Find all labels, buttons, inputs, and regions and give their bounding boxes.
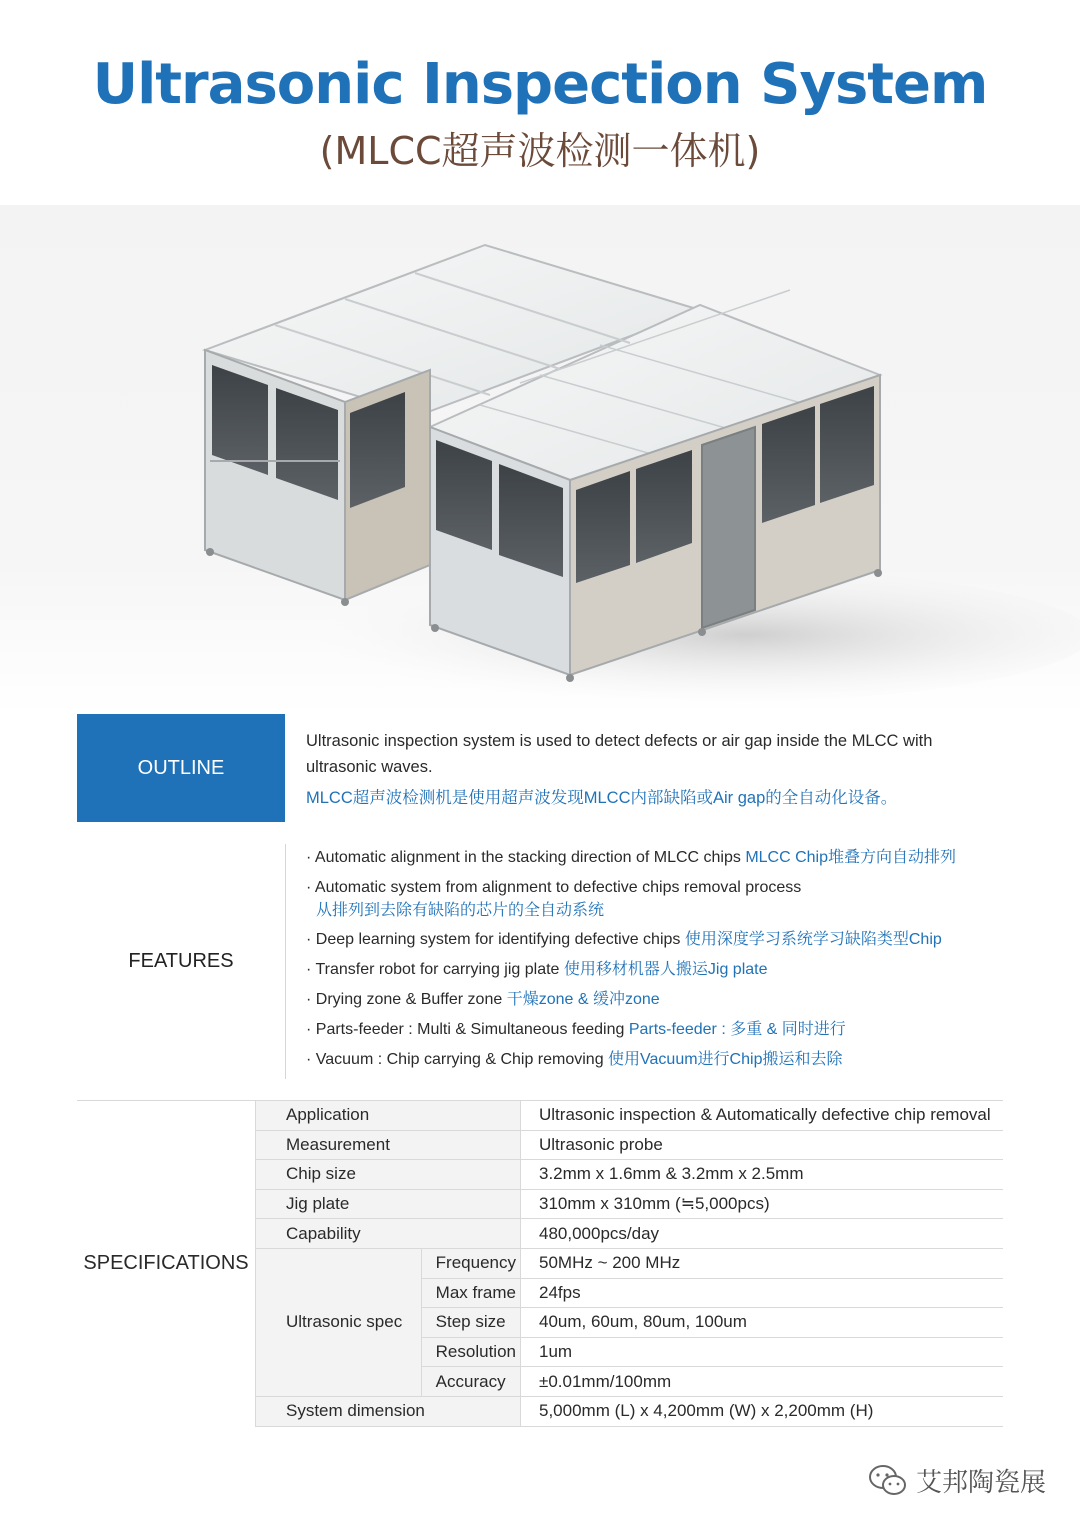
- feature-text-en: · Automatic alignment in the stacking direction of MLCC chips: [306, 849, 746, 866]
- spec-subname: Step size: [421, 1308, 520, 1338]
- outline-description: [285, 714, 1003, 822]
- feature-text-cn: MLCC Chip堆叠方向自动排列: [745, 849, 957, 866]
- feature-text-cn: 使用Vacuum进行Chip搬运和去除: [608, 1051, 843, 1068]
- spec-value: 24fps: [521, 1278, 1004, 1308]
- spec-value: 5,000mm (L) x 4,200mm (W) x 2,200mm (H): [521, 1396, 1004, 1426]
- feature-text-cn: Parts-feeder : 多重 & 同时进行: [628, 1021, 846, 1038]
- spec-value: 3.2mm x 1.6mm & 3.2mm x 2.5mm: [521, 1160, 1004, 1190]
- spec-value: 480,000pcs/day: [521, 1219, 1004, 1249]
- feature-text-en: · Automatic system from alignment to defective chips removal process: [306, 879, 802, 896]
- table-row: [77, 1101, 1003, 1131]
- spec-name: Chip size: [256, 1160, 521, 1190]
- feature-item: [306, 876, 1006, 922]
- spec-value: 310mm x 310mm (≒5,000pcs): [521, 1189, 1004, 1219]
- page-title: Ultrasonic Inspection System: [92, 52, 988, 117]
- features-list: [306, 846, 1006, 1078]
- outline-label: OUTLINE: [77, 714, 285, 822]
- spec-subname: Resolution: [421, 1337, 520, 1367]
- spec-value: ±0.01mm/100mm: [521, 1367, 1004, 1397]
- spec-name: Application: [256, 1101, 521, 1131]
- feature-item: [306, 988, 1006, 1012]
- spec-name: Measurement: [256, 1130, 521, 1160]
- features-divider: [285, 844, 286, 1079]
- feature-text-en: · Drying zone & Buffer zone: [306, 991, 507, 1008]
- feature-text-en: · Transfer robot for carrying jig plate: [306, 961, 564, 978]
- feature-text-cn: 干燥zone & 缓冲zone: [506, 991, 660, 1008]
- outline-text-en: Ultrasonic inspection system is used to detect defects or air gap inside the MLCC with ultrasonic waves.: [306, 732, 933, 776]
- machine-image: [0, 205, 1080, 715]
- spec-name: Ultrasonic spec: [256, 1248, 422, 1396]
- wechat-icon: [868, 1464, 908, 1498]
- feature-text-en: · Parts-feeder : Multi & Simultaneous feeding: [306, 1021, 629, 1038]
- feature-item: [306, 958, 1006, 982]
- spec-subname: Max frame: [421, 1278, 520, 1308]
- feature-text-cn: 使用深度学习系统学习缺陷类型Chip: [684, 931, 942, 948]
- feature-item: [306, 846, 1006, 870]
- spec-value: Ultrasonic probe: [521, 1130, 1004, 1160]
- spec-value: 50MHz ~ 200 MHz: [521, 1248, 1004, 1278]
- feature-text-en: · Deep learning system for identifying defective chips: [306, 931, 685, 948]
- spec-name: System dimension: [256, 1396, 521, 1426]
- spec-name: Jig plate: [256, 1189, 521, 1219]
- spec-subname: Frequency: [421, 1248, 520, 1278]
- feature-text-cn: 从排列到去除有缺陷的芯片的全自动系统: [316, 902, 605, 919]
- spec-value: 1um: [521, 1337, 1004, 1367]
- feature-text-cn: 使用移材机器人搬运Jig plate: [563, 961, 768, 978]
- feature-text-en: · Vacuum : Chip carrying & Chip removing: [306, 1051, 609, 1068]
- outline-text-cn: MLCC超声波检测机是使用超声波发现MLCC内部缺陷或Air gap的全自动化设备。: [306, 789, 898, 807]
- page-subtitle: (MLCC超声波检测一体机): [319, 129, 761, 173]
- watermark: [868, 1462, 1046, 1499]
- spec-subname: Accuracy: [421, 1367, 520, 1397]
- features-label: FEATURES: [128, 950, 234, 972]
- spec-value: Ultrasonic inspection & Automatically defective chip removal: [521, 1101, 1004, 1131]
- spec-name: Capability: [256, 1219, 521, 1249]
- feature-item: [306, 1018, 1006, 1042]
- specifications-table: [77, 1100, 1003, 1427]
- specifications-label: SPECIFICATIONS: [77, 1101, 256, 1427]
- feature-item: [306, 1048, 1006, 1072]
- feature-item: [306, 928, 1006, 952]
- watermark-text: 艾邦陶瓷展: [915, 1468, 1046, 1498]
- spec-value: 40um, 60um, 80um, 100um: [521, 1308, 1004, 1338]
